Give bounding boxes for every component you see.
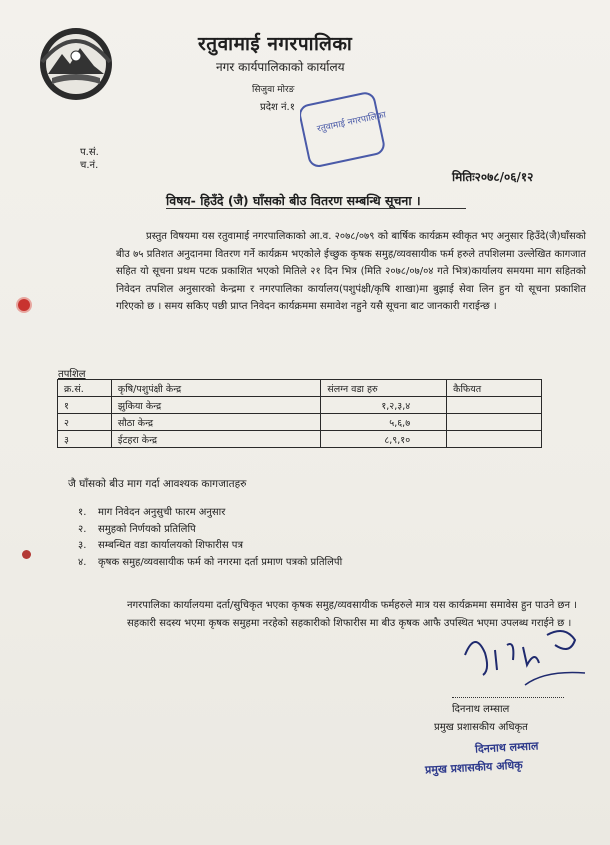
province-number: प्रदेश नं.१: [260, 102, 295, 113]
table-caption: तपशिल: [58, 369, 86, 380]
table-header-row: [58, 380, 542, 397]
signatory-title: प्रमुख प्रशासकीय अधिकृत: [434, 722, 528, 733]
cell-remarks: [447, 431, 542, 448]
subject-line: विषय- हिउँदे (जै) घाँसको बीउ वितरण सम्बन्धि सूचना ।: [166, 193, 421, 208]
cell-remarks: [447, 414, 542, 431]
col-header-center: कृषि/पशुपंक्षी केन्द्र: [111, 380, 320, 397]
red-pin-mark: [18, 299, 30, 311]
letter-date: मितिः२०७८/०६/१२: [452, 170, 534, 184]
table-row: [58, 397, 542, 414]
cell-serial: २: [58, 414, 112, 431]
nepal-emblem-logo: [38, 26, 114, 102]
cell-center: झुकिया केन्द्र: [111, 397, 320, 414]
cell-wards: १,२,३,४: [321, 397, 447, 414]
table-row: [58, 431, 542, 448]
list-item-number: २.: [78, 523, 87, 535]
documents-list: [78, 505, 342, 571]
documents-title: जै घाँसको बीउ माग गर्दा आवश्यक कागजातहरु: [68, 478, 247, 490]
signatory-name: दिननाथ लम्साल: [452, 704, 510, 715]
office-seal-stamp: [300, 90, 390, 170]
office-address: सिजुवा मोरङ: [252, 85, 295, 95]
cell-center: ईटहरा केन्द्र: [111, 431, 320, 448]
eligibility-note: नगरपालिका कार्यालयमा दर्ता/सुचिकृत भएका कृषक समुह/व्यवसायीक फर्महरुले मात्र यस कार्यक्रममा समावेस हुन पाउने छन । सहकारी सदस्य भएमा कृषक समुहमा नरहेको सहकारीको शिफारीस मा बीउ कृषक आफै उपस्थित भएमा उपलब्ध गराईने छ ।: [127, 600, 577, 629]
signature-line: [452, 697, 564, 698]
handwritten-signature: [455, 615, 595, 690]
list-item: [78, 538, 342, 555]
subject-underline: [166, 208, 466, 209]
body-text: प्रस्तुत विषयमा यस रतुवामाई नगरपालिकाको आ.व. २०७८/०७९ को बार्षिक कार्यक्रम स्वीकृत भए अनुसार हिउँदे(जै)घाँसको बीउ ७५ प्रतिशत अनुदानमा वितरण गर्ने कार्यक्रम भएकोले ईच्छुक कृषक समुह/व्यवसायीक फर्म हरुले तपशिलमा उल्लेखित कागजात सहित यो सूचना प्रथम पटक प्रकाशित भएको मितिले २१ दिन भित्र (मिति २०७८/०७/०४ गते भित्र)कार्यालय समयमा माग सहितको निवेदन तपशिल अनुसारको केन्द्रमा र नगरपालिका कार्यालय(पशुपंक्षी/कृषि शाखा)मा बुझाई सेवा लिन हुन यो सूचना प्रकाशित गरिएको छ । समय सकिए पछी प्राप्त निवेदन कार्यक्रममा समावेश नहुने यसै सूचना बाट जानकारी गराईन्छ ।: [116, 231, 586, 312]
cell-center: सौठा केन्द्र: [111, 414, 320, 431]
table-row: [58, 414, 542, 431]
red-pin-mark: [22, 550, 31, 559]
body-paragraph: [116, 228, 586, 316]
designation-stamp: प्रमुख प्रशासकीय अधिकृ: [424, 758, 523, 777]
list-item-text: कृषक समुह/व्यवसायीक फर्म को नगरमा दर्ता प्रमाण पत्रको प्रतिलिपी: [98, 556, 343, 568]
seal-text: रतुवामाई नगरपालिका: [316, 110, 387, 135]
name-stamp: दिननाथ लम्साल: [474, 739, 539, 756]
list-item-number: ३.: [78, 540, 87, 551]
list-item-number: १.: [78, 507, 87, 518]
list-item: [78, 555, 342, 572]
list-item-text: माग निवेदन अनुसुची फारम अनुसार: [98, 507, 226, 518]
col-header-serial: क्र.सं.: [58, 380, 112, 397]
col-header-remarks: कैफियत: [447, 380, 542, 397]
cell-wards: ८,९,१०: [321, 431, 447, 448]
reference-number-label: प.सं.: [80, 147, 99, 158]
list-item: [78, 505, 342, 522]
col-header-wards: संलग्न वडा हरु: [321, 380, 447, 397]
list-item-number: ४.: [78, 556, 87, 568]
cell-remarks: [447, 397, 542, 414]
municipality-name: रतुवामाई नगरपालिका: [198, 33, 353, 55]
cell-serial: ३: [58, 431, 112, 448]
centers-table: [57, 379, 542, 448]
list-item: [78, 522, 342, 539]
office-name: नगर कार्यपालिकाको कार्यालय: [216, 60, 345, 74]
dispatch-number-label: च.नं.: [80, 160, 99, 171]
cell-serial: १: [58, 397, 112, 414]
list-item-text: सम्बन्धित वडा कार्यालयको शिफारीस पत्र: [98, 540, 243, 551]
cell-wards: ५,६,७: [321, 414, 447, 431]
list-item-text: समुहको निर्णयको प्रतिलिपि: [98, 523, 196, 535]
